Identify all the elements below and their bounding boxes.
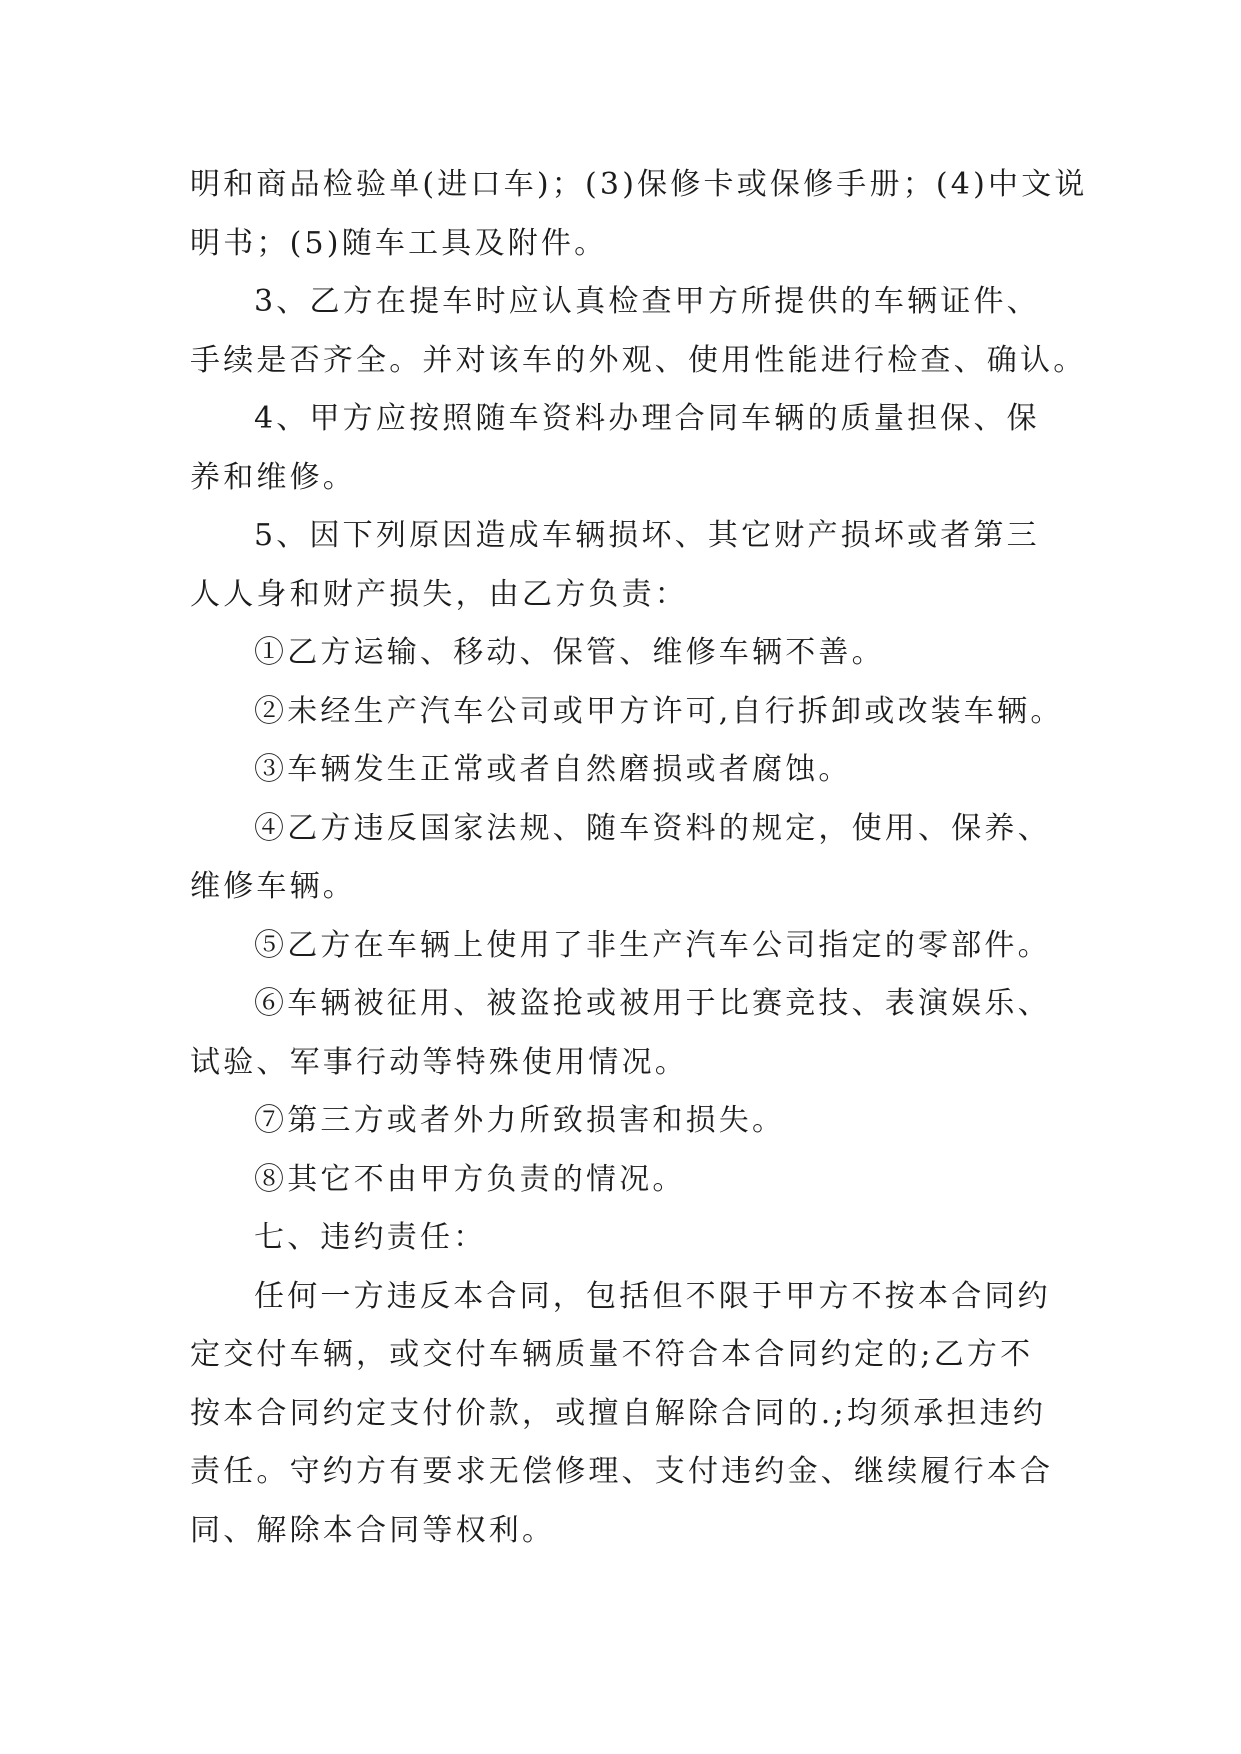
text-line: 人人身和财产损失，由乙方负责： [190,576,688,612]
text-line: 5、因下列原因造成车辆损坏、其它财产损坏或者第三 [254,518,1040,553]
text-line: 按本合同约定支付价款，或擅自解除合同的.;均须承担违约 [190,1395,1047,1431]
text-line: 试验、军事行动等特殊使用情况。 [190,1044,688,1080]
text-line: 任何一方违反本合同，包括但不限于甲方不按本合同约 [254,1278,1051,1314]
text-line: ②未经生产汽车公司或甲方许可,自行拆卸或改装车辆。 [254,693,1064,729]
text-line: 4、甲方应按照随车资料办理合同车辆的质量担保、保 [254,401,1040,436]
document-body [190,156,1088,1560]
text-line: ⑤乙方在车辆上使用了非生产汽车公司指定的零部件。 [254,927,1051,963]
text-line: 明书；(5)随车工具及附件。 [190,225,608,261]
text-line: 养和维修。 [190,459,356,495]
text-line: 明和商品检验单(进口车)；(3)保修卡或保修手册；(4)中文说 [190,167,1088,202]
text-line: 定交付车辆，或交付车辆质量不符合本合同约定的;乙方不 [190,1337,1034,1372]
text-line: ⑦第三方或者外力所致损害和损失。 [254,1103,786,1138]
text-line: 3、乙方在提车时应认真检查甲方所提供的车辆证件、 [254,284,1040,319]
text-line: ⑥车辆被征用、被盗抢或被用于比赛竞技、表演娱乐、 [254,986,1051,1021]
text-line: 维修车辆。 [190,869,356,904]
text-line: 手续是否齐全。并对该车的外观、使用性能进行检查、确认。 [190,342,1087,378]
text-line: 同、解除本合同等权利。 [190,1512,556,1548]
text-line: 责任。守约方有要求无偿修理、支付违约金、继续履行本合 [190,1454,1054,1489]
section-heading: 七、违约责任： [254,1220,487,1255]
text-line: ①乙方运输、移动、保管、维修车辆不善。 [254,635,885,670]
text-line: ③车辆发生正常或者自然磨损或者腐蚀。 [254,752,852,787]
text-line: ⑧其它不由甲方负责的情况。 [254,1161,686,1197]
text-line: ④乙方违反国家法规、随车资料的规定，使用、保养、 [254,810,1051,846]
